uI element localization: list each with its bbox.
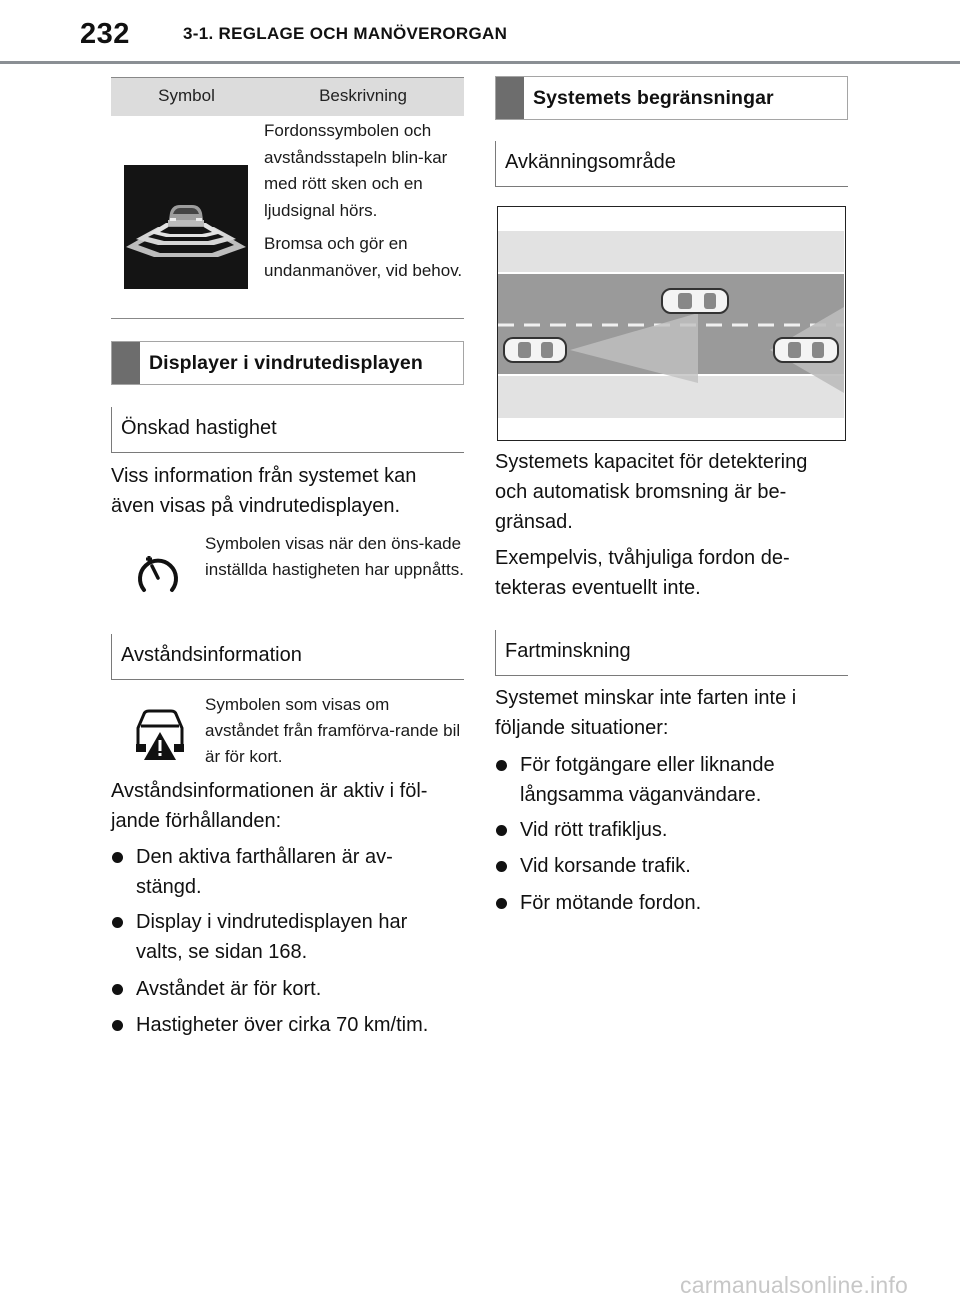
hud-intro-text: Viss information från systemet kan även visas på vindrutedisplayen. xyxy=(111,465,417,517)
list-item: Display i vindrutedisplayen har valts, se sidan 168. xyxy=(136,907,456,967)
subheading-distance-info: Avståndsinformation xyxy=(111,634,464,680)
car-icon-left xyxy=(504,338,566,362)
subheading-deceleration: Fartminskning xyxy=(495,630,848,676)
car-distance-warning-icon xyxy=(132,706,188,762)
section-bar xyxy=(496,77,524,119)
subheading-detection-area: Avkänningsområde xyxy=(495,141,848,187)
detection-para-2: Exempelvis, tvåhjuliga fordon de-tekteras eventuellt inte. xyxy=(495,547,790,599)
speedometer-icon xyxy=(134,550,182,598)
car-warning-icon xyxy=(124,165,248,289)
desired-speed-symbol-text: Symbolen visas när den öns-kade inställda hastigheten har uppnåtts. xyxy=(205,534,464,579)
table-description-1: Fordonssymbolen och avståndsstapeln blin-kar med rött sken och en ljudsignal hörs. xyxy=(264,121,448,220)
column-header-description: Beskrivning xyxy=(319,86,407,105)
list-item: För fotgängare eller liknande långsamma väganvändare. xyxy=(520,750,840,810)
header-rule xyxy=(0,61,960,64)
table-description-2: Bromsa och gör en undanmanöver, vid behov. xyxy=(264,234,463,280)
page-number: 232 xyxy=(80,18,130,50)
car-distance-warning-symbol xyxy=(124,165,248,289)
section-title-limits: Systemets begränsningar xyxy=(533,86,774,109)
watermark: carmanualsonline.info xyxy=(680,1272,908,1298)
list-item: Vid rött trafikljus. xyxy=(520,815,840,845)
section-heading-hud xyxy=(111,341,464,385)
detection-area-diagram xyxy=(497,206,846,441)
deceleration-intro: Systemet minskar inte farten inte i följande situationer: xyxy=(495,687,797,739)
column-header-symbol: Symbol xyxy=(158,86,215,105)
chapter-title: 3-1. REGLAGE OCH MANÖVERORGAN xyxy=(183,24,508,43)
car-icon-front xyxy=(662,289,728,313)
section-heading-limits xyxy=(495,76,848,120)
list-item: Vid korsande trafik. xyxy=(520,851,840,881)
section-title-hud: Displayer i vindrutedisplayen xyxy=(149,351,423,374)
list-item: Avståndet är för kort. xyxy=(136,974,456,1004)
distance-symbol-text: Symbolen som visas om avståndet från framförva-rande bil är för kort. xyxy=(205,695,461,766)
car-icon-right xyxy=(774,338,838,362)
list-item: För mötande fordon. xyxy=(520,888,840,918)
distance-active-intro: Avståndsinformationen är aktiv i föl-jande förhållanden: xyxy=(111,780,428,832)
list-item: Hastigheter över cirka 70 km/tim. xyxy=(136,1010,466,1040)
table-bottom-rule xyxy=(111,318,464,319)
subheading-desired-speed: Önskad hastighet xyxy=(111,407,464,453)
section-bar xyxy=(112,342,140,384)
detection-para-1: Systemets kapacitet för detektering och automatisk bromsning är be-gränsad. xyxy=(495,451,808,533)
list-item: Den aktiva farthållaren är av-stängd. xyxy=(136,842,456,902)
table-header xyxy=(111,78,464,116)
